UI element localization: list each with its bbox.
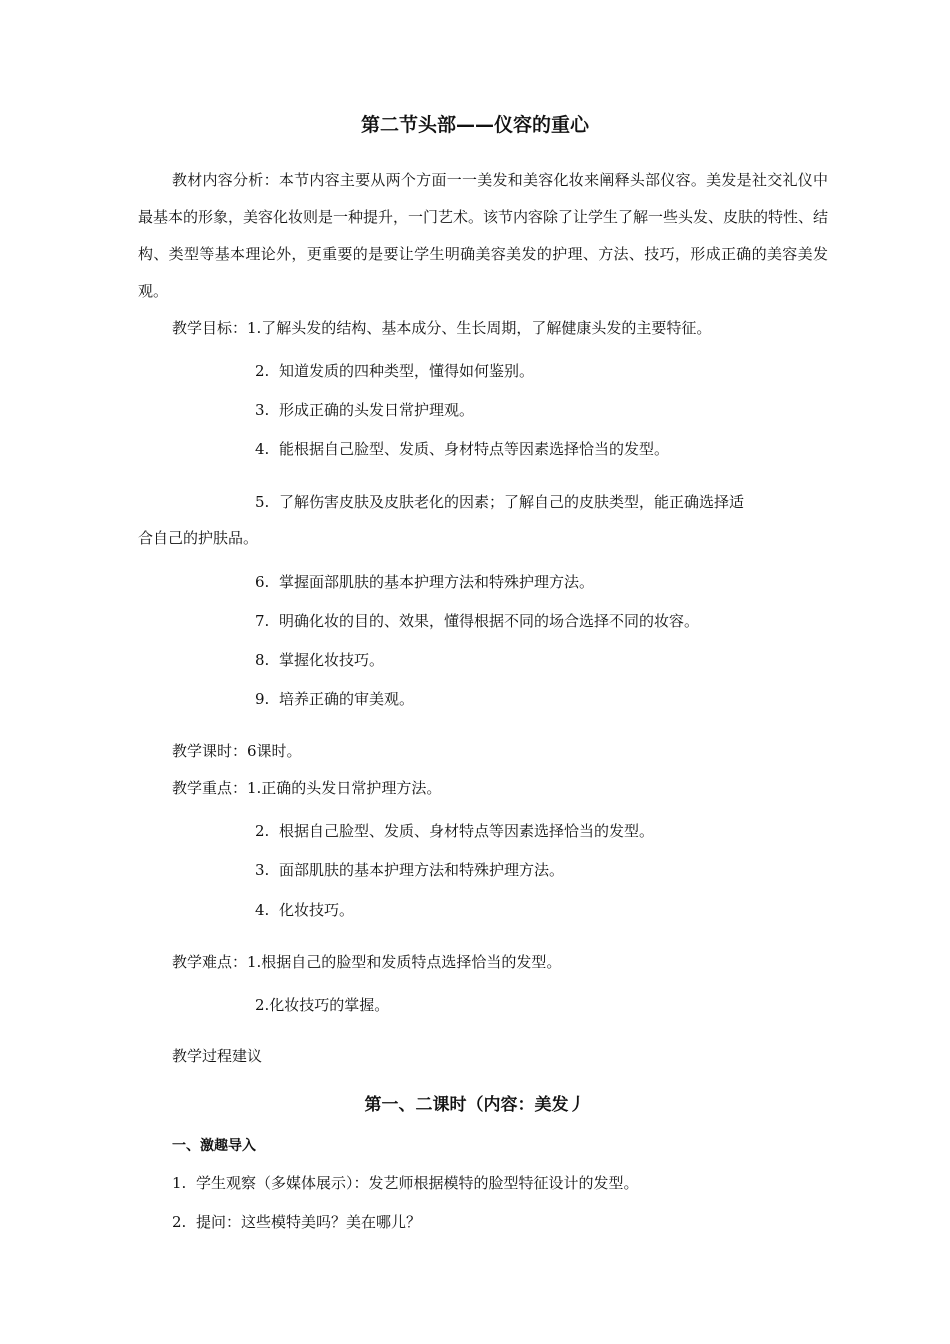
goal-text: 知道发质的四种类型，懂得如何鉴别。	[279, 362, 535, 380]
step-text: 提问：这些模特美吗？美在哪儿？	[196, 1213, 422, 1231]
goal-text: 掌握面部肌肤的基本护理方法和特殊护理方法。	[279, 573, 595, 591]
goal-text: 明确化妆的目的、效果，懂得根据不同的场合选择不同的妆容。	[279, 612, 700, 630]
goal-item-5-line2: 合自己的护肤品。	[138, 529, 259, 547]
key-point-item-4	[255, 900, 354, 920]
goal-item-3	[255, 400, 474, 420]
content-analysis-paragraph: 教材内容分析：本节内容主要从两个方面一一美发和美容化妆来阐释头部仪容。美发是社交礼仪中最基本的形象，美容化妆则是一种提升，一门艺术。该节内容除了让学生了解一些头发、皮肤的特性、结构、类型等基本理论外，更重要的是要让学生明确美容美发的护理、方法、技巧，形成正确的美容美发观。	[138, 171, 829, 300]
key-point-num: 4.	[255, 901, 270, 919]
step-item-2	[172, 1212, 421, 1232]
key-point-item-2	[255, 821, 654, 841]
step-num: 1.	[172, 1174, 187, 1192]
goal-num: 6.	[255, 573, 270, 591]
key-point-text: 面部肌肤的基本护理方法和特殊护理方法。	[279, 861, 565, 879]
teaching-hours: 教学课时：6课时。	[172, 742, 302, 760]
step-num: 2.	[172, 1213, 187, 1231]
goal-num: 5.	[255, 493, 270, 511]
key-point-text: 化妆技巧。	[279, 901, 355, 919]
goal-text: 了解伤害皮肤及皮肤老化的因素；了解自己的皮肤类型，能正确选择适	[279, 493, 745, 511]
goal-item-7	[255, 611, 699, 631]
step-item-1	[172, 1173, 639, 1193]
goal-item-9	[255, 689, 414, 709]
goal-item-8	[255, 650, 384, 670]
goal-num: 3.	[255, 401, 270, 419]
section-heading: 一、激趣导入	[172, 1138, 256, 1154]
goal-num: 9.	[255, 690, 270, 708]
goal-num: 7.	[255, 612, 270, 630]
key-point-item-3	[255, 860, 564, 880]
step-text: 学生观察（多媒体展示）：发艺师根据模特的脸型特征设计的发型。	[196, 1174, 639, 1192]
lesson-title: 第一、二课时（内容：美发丿	[364, 1095, 586, 1115]
process-heading: 教学过程建议	[172, 1047, 263, 1065]
key-point-num: 2.	[255, 822, 270, 840]
goal-item-6	[255, 572, 594, 592]
goals-first-line: 教学目标：1.了解头发的结构、基本成分、生长周期，了解健康头发的主要特征。	[172, 319, 712, 337]
key-points-first-line: 教学重点：1.正确的头发日常护理方法。	[172, 779, 442, 797]
goal-item-4	[255, 439, 669, 459]
goal-text: 培养正确的审美观。	[279, 690, 415, 708]
key-point-num: 3.	[255, 861, 270, 879]
goal-item-2	[255, 361, 534, 381]
goal-item-5-line1	[255, 492, 744, 512]
key-point-text: 根据自己脸型、发质、身材特点等因素选择恰当的发型。	[279, 822, 655, 840]
page-title: 第二节头部——仪容的重心	[360, 114, 589, 136]
difficulties-first-line: 教学难点：1.根据自己的脸型和发质特点选择恰当的发型。	[172, 953, 562, 971]
goal-text: 能根据自己脸型、发质、身材特点等因素选择恰当的发型。	[279, 440, 670, 458]
goal-num: 2.	[255, 362, 270, 380]
difficulties-second-line: 2.化妆技巧的掌握。	[255, 996, 390, 1014]
goal-text: 形成正确的头发日常护理观。	[279, 401, 475, 419]
goal-num: 4.	[255, 440, 270, 458]
goal-num: 8.	[255, 651, 270, 669]
goal-text: 掌握化妆技巧。	[279, 651, 385, 669]
